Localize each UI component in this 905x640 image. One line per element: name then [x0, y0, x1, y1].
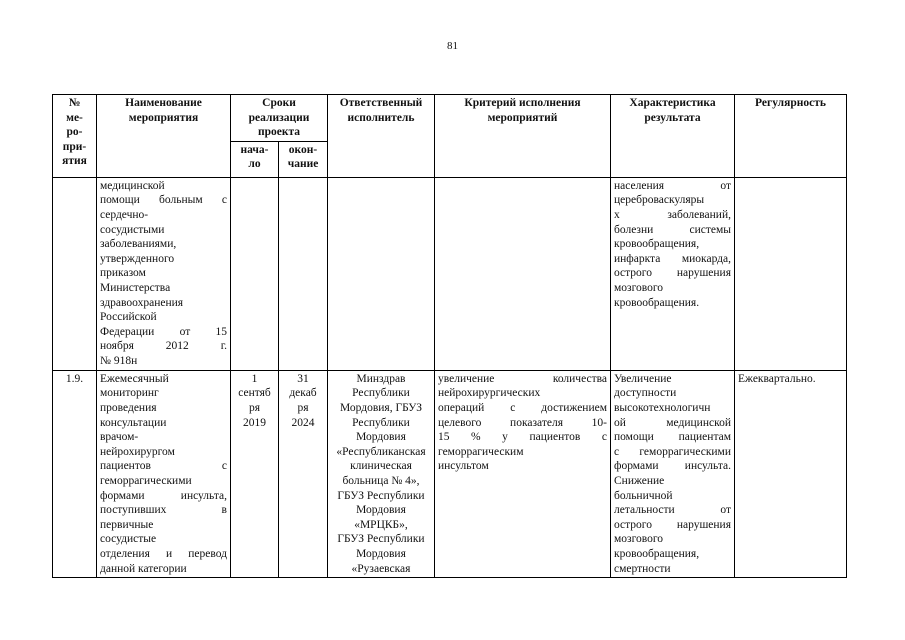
text-line: сосудистые: [100, 533, 157, 546]
text-line: болезни системы: [614, 223, 731, 236]
text-line: чание: [287, 158, 319, 171]
text-line: «МРЦКБ»,: [354, 518, 408, 531]
text-line: сентяб: [238, 387, 271, 400]
text-line: увеличение количества: [438, 372, 607, 385]
text-line: проекта: [257, 126, 301, 139]
text-line: Минздрав: [356, 372, 406, 385]
text-line: мозгового: [614, 533, 664, 546]
text-line: мероприятий: [487, 111, 558, 124]
row-responsible: [328, 370, 435, 577]
text-line: Ежемесячный: [100, 372, 169, 385]
header-period: [231, 95, 328, 142]
text-line: доступности: [614, 387, 677, 400]
text-line: 2024: [291, 416, 315, 429]
text-line: Критерий исполнения: [464, 97, 581, 109]
text-line: помощи пациентам: [614, 431, 731, 444]
table-row: [53, 370, 847, 577]
text-line: при-: [62, 140, 87, 153]
text-line: Сроки: [262, 97, 296, 109]
text-line: Республики: [352, 416, 410, 429]
text-line: заболеваниями,: [100, 238, 177, 251]
text-line: инфаркта миокарда,: [614, 252, 731, 265]
row-result: [611, 370, 735, 577]
row-name: [97, 370, 231, 577]
text-line: исполнитель: [347, 111, 415, 124]
text-line: ноября 2012 г.: [100, 340, 227, 353]
row-name: [97, 177, 231, 370]
text-line: операций с достижением: [438, 401, 607, 414]
page-number: 81: [447, 40, 458, 52]
text-line: х заболеваний,: [614, 208, 731, 221]
header-responsible: [328, 95, 435, 178]
text-line: первичные: [100, 518, 154, 531]
row-start: [231, 177, 279, 370]
text-line: Российской: [100, 311, 157, 324]
text-line: цереброваскуляры: [614, 194, 705, 207]
text-line: ро-: [66, 126, 83, 139]
text-line: нейрохирургических: [438, 387, 541, 400]
text-line: ря: [297, 401, 309, 414]
text-line: 1: [251, 372, 258, 385]
text-line: Мордовия: [356, 547, 406, 560]
text-line: приказом: [100, 267, 146, 280]
text-line: Федерации от 15: [100, 325, 227, 338]
text-line: пациентов с: [100, 460, 227, 473]
text-line: геморрагическими: [100, 474, 192, 487]
text-line: Наименование: [125, 97, 202, 109]
text-line: геморрагическим: [438, 445, 524, 458]
text-line: медицинской: [100, 179, 165, 192]
text-line: Министерства: [100, 281, 171, 294]
text-line: высокотехнологичн: [614, 401, 711, 414]
text-line: проведения: [100, 401, 157, 414]
text-line: нача-: [240, 143, 269, 156]
text-line: ой медицинской: [614, 416, 731, 429]
text-line: окон-: [288, 143, 318, 156]
header-criterion: [435, 95, 611, 178]
text-line: помощи больным с: [100, 194, 227, 207]
row-regularity: [735, 177, 847, 370]
text-line: 2019: [243, 416, 266, 429]
text-line: ря: [248, 401, 261, 414]
text-line: населения от: [614, 179, 731, 192]
text-line: «Рузаевская: [351, 562, 411, 575]
text-line: ГБУЗ Республики: [337, 489, 425, 502]
header-result: [611, 95, 735, 178]
text-line: результата: [644, 111, 701, 124]
text-line: 31: [297, 372, 309, 385]
text-line: Характеристика: [629, 97, 716, 109]
text-line: Ответственный: [339, 97, 423, 109]
text-line: ятия: [62, 155, 87, 168]
text-line: острого нарушения: [614, 518, 731, 531]
text-line: кровообращения,: [614, 547, 700, 560]
text-line: Мордовия: [356, 504, 406, 517]
text-line: «Республиканская: [336, 445, 426, 458]
text-line: утвержденного: [100, 252, 175, 265]
row-end: [279, 177, 328, 370]
text-line: Республики: [352, 387, 410, 400]
text-line: №: [68, 97, 81, 109]
row-num: [53, 177, 97, 370]
row-result: [611, 177, 735, 370]
row-criterion: [435, 177, 611, 370]
text-line: данной категории: [100, 562, 187, 575]
text-line: Мордовия, ГБУЗ: [339, 401, 423, 414]
row-responsible: [328, 177, 435, 370]
header-name: [97, 95, 231, 178]
text-line: декаб: [289, 387, 317, 400]
text-line: инсультом: [438, 460, 489, 473]
text-line: острого нарушения: [614, 267, 731, 280]
text-line: больница № 4»,: [342, 474, 420, 487]
text-line: консультации: [100, 416, 167, 429]
text-line: ло: [248, 158, 261, 171]
header-end: [279, 141, 328, 177]
header-start: [231, 141, 279, 177]
row-num: 1.9.: [53, 370, 97, 577]
header-regularity: Регулярность: [735, 95, 847, 178]
row-start: [231, 370, 279, 577]
header-num: [53, 95, 97, 178]
text-line: с геморрагическими: [614, 445, 731, 458]
text-line: Снижение: [614, 474, 665, 487]
measures-table: [52, 94, 847, 578]
text-line: здравоохранения: [100, 296, 184, 309]
text-line: клиническая: [350, 460, 412, 473]
text-line: смертности: [614, 562, 671, 575]
text-line: поступивших в: [100, 504, 227, 517]
text-line: больничной: [614, 489, 673, 502]
text-line: сосудистыми: [100, 223, 165, 236]
text-line: реализации: [248, 111, 310, 124]
text-line: ме-: [66, 111, 83, 124]
text-line: формами инсульта,: [100, 489, 227, 502]
text-line: мозгового: [614, 281, 664, 294]
text-line: нейрохирургом: [100, 445, 175, 458]
text-line: сердечно-: [100, 208, 149, 221]
text-line: Увеличение: [614, 372, 672, 385]
text-line: целевого показателя 10-: [438, 416, 607, 429]
row-end: [279, 370, 328, 577]
text-line: Мордовия: [356, 431, 406, 444]
table-row: [53, 177, 847, 370]
text-line: врачом-: [100, 431, 139, 444]
row-criterion: [435, 370, 611, 577]
text-line: летальности от: [614, 504, 731, 517]
text-line: мониторинг: [100, 387, 159, 400]
text-line: 15 % у пациентов с: [438, 431, 607, 444]
text-line: кровообращения.: [614, 296, 700, 309]
text-line: ГБУЗ Республики: [337, 533, 425, 546]
row-regularity: Ежеквартально.: [735, 370, 847, 577]
text-line: отделения и перевод: [100, 547, 227, 560]
text-line: № 918н: [100, 354, 138, 367]
text-line: формами инсульта.: [614, 460, 731, 473]
text-line: кровообращения,: [614, 238, 700, 251]
text-line: мероприятия: [128, 111, 199, 124]
